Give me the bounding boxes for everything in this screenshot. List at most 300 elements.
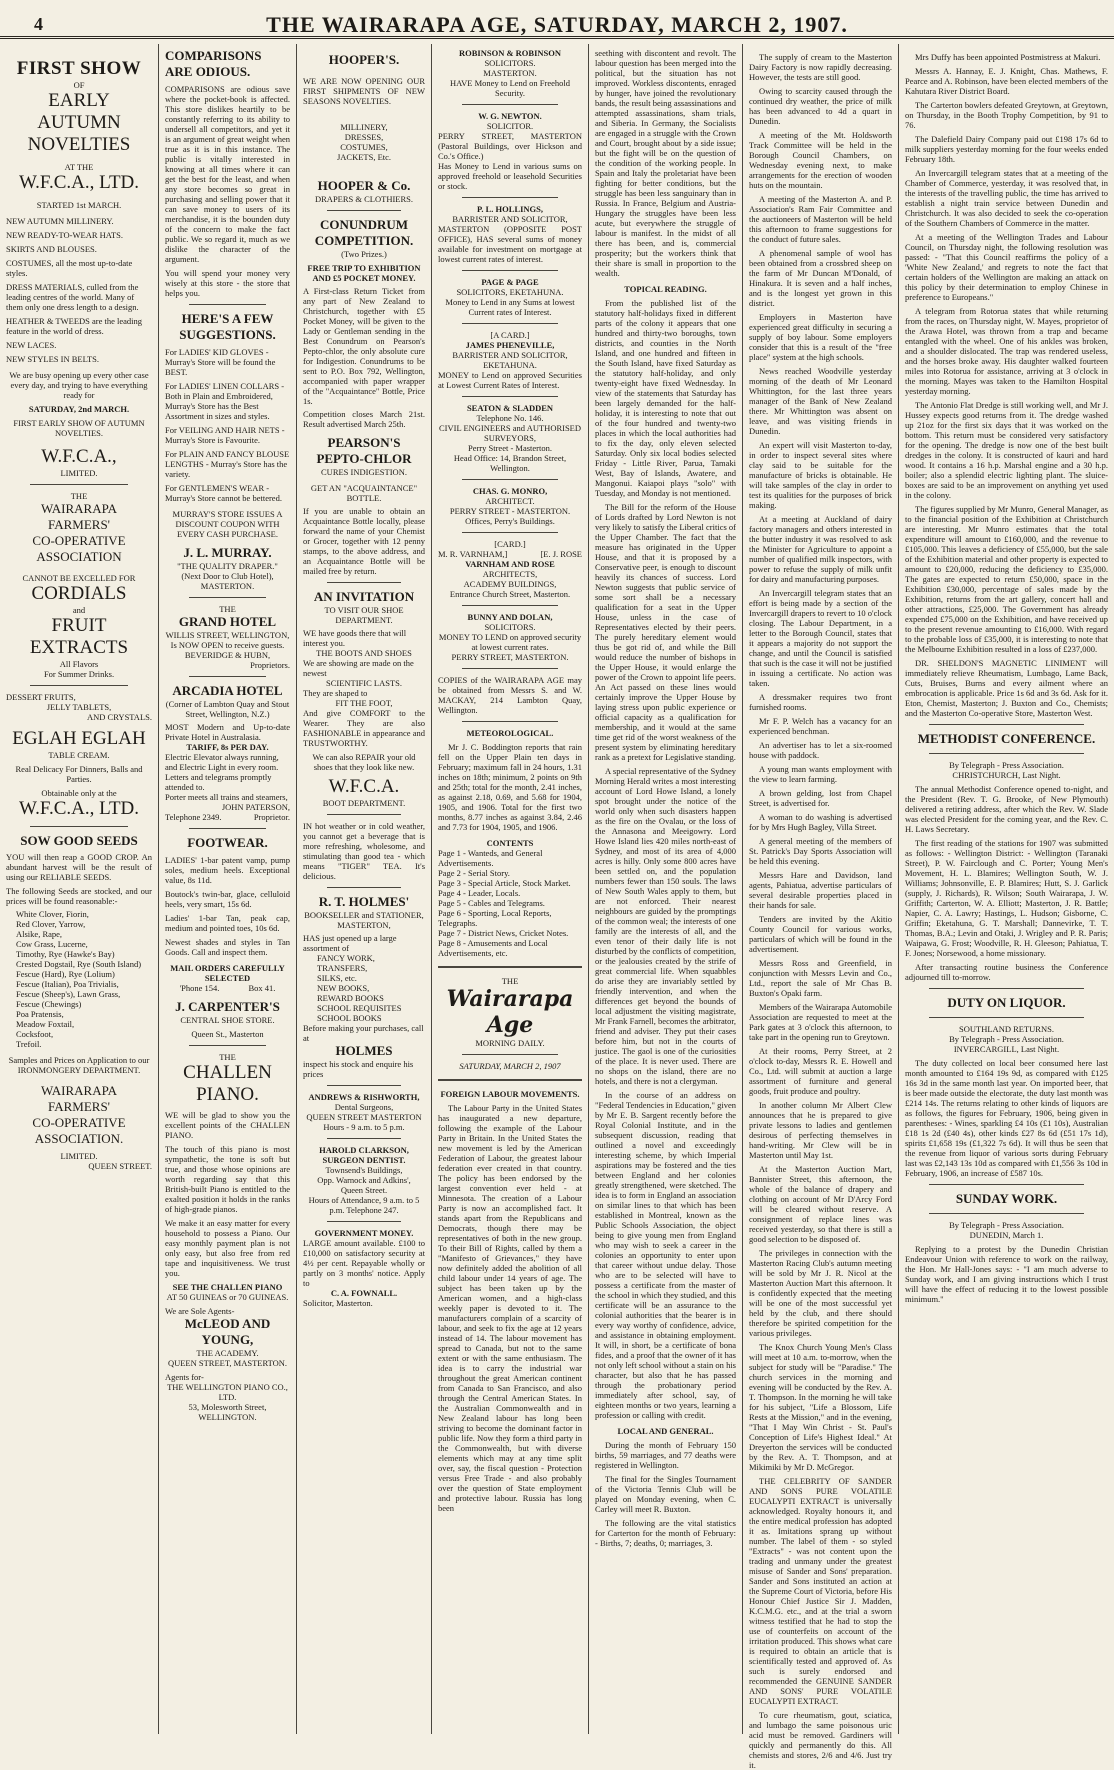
novelties-heading: NOVELTIES [27, 134, 131, 155]
topical-heading: TOPICAL READING. [624, 284, 707, 294]
list-item: For LADIES' LINEN COLLARS - Both in Plain and Embroidered, Murray's Store has the Best Assortment in sizes and styles. [165, 381, 285, 421]
architects-label: ARCHITECTS, [482, 569, 538, 579]
list-item: Trefoil. [16, 1039, 42, 1049]
showing-text: We are showing are made on the newest [303, 658, 414, 678]
civil-text: CIVIL ENGINEERS and AUTHORISED SURVEYORS, [438, 423, 582, 443]
solicitors-label: SOLICITORS, EKETAHUNA. [456, 287, 564, 297]
carpenter-heading: J. CARPENTER'S [175, 999, 280, 1014]
odious-heading: ARE ODIOUS. [165, 64, 251, 79]
willis-street: WILLIS STREET, WELLINGTON, [165, 630, 290, 640]
andrews-heading: ANDREWS & RISHWORTH, [308, 1092, 420, 1102]
news-item: Employers in Masterton have experienced great difficulty in securing a supply of boy labour. Some employers consider that this is a result of the "free place" system at the high schools. [749, 312, 892, 362]
news-item: News reached Woodville yesterday morning of the death of Mr Leonard Whittington, for the last three years manager of the Bank of New Zealand there. Mr Whittington was absent on leave, and was visiting friends in Dunedin. [749, 366, 892, 436]
news-item: An Invercargill telegram states that at a meeting of the Chamber of Commerce, yesterday, it was resolved that, in the interests of the travelling public, the time has arrived to establish a night train service between Dunedin and Christchurch. It was also decided to seek the co-operation of the Southern Chambers of Commerce in the matter. [905, 168, 1108, 228]
bookseller-label: BOOKSELLER and STATIONER, [304, 910, 424, 920]
monro-heading: CHAS. G. MONRO, [472, 486, 548, 496]
challen-text-3: We make it an easy matter for every household to possess a Piano. Our easy monthly payment plan is not only easy, but also free from red tape and inquisitiveness. We trust you. [165, 1218, 290, 1278]
hours-text: Hours of Attendance, 9 a.m. to 5 p.m. Telephone 247. [308, 1195, 420, 1215]
list-item: Fescue (Hard), Rye (Lolium) [16, 969, 115, 979]
list-item: NEW AUTUMN MILLINERY. [6, 216, 114, 226]
list-item: Fescue (Sheep's), Lawn Grass, [16, 989, 121, 999]
list-item: SILKS, etc. [317, 973, 357, 983]
list-item: Page 5 - Cables and Telegrams. [438, 898, 545, 908]
the-label: THE [219, 604, 236, 614]
invitation-heading: AN INVITATION [313, 589, 415, 604]
news-item: Owing to scarcity caused through the continued dry weather, the price of milk has been advanced to 4d a quart in Dunedin. [749, 86, 892, 126]
southland-label: SOUTHLAND RETURNS. [959, 1024, 1054, 1034]
robinson-heading: ROBINSON & ROBINSON [458, 48, 562, 58]
vanham-heading: VARNHAM AND ROSE [465, 559, 555, 569]
arcadia-heading: ARCADIA HOTEL [172, 683, 283, 698]
wfca-heading: W.F.C.A. [328, 776, 400, 797]
repair-text: We can also REPAIR your old shoes that they look like new. [312, 752, 416, 772]
masthead-title: THE WAIRARAPA AGE, SATURDAY, MARCH 2, 1907. [266, 12, 848, 37]
perry-text: Perry Street - Masterton. [467, 443, 553, 453]
arcadia-text: MOST Modern and Up-to-date Private Hotel in Australasia. [165, 722, 290, 742]
list-item: Crested Dogstail, Rye (South Island) [16, 959, 142, 969]
wfca-heading: W.F.C.A., LTD. [18, 172, 140, 193]
holmes-list [317, 953, 425, 1023]
barrister-label: BARRISTER AND SOLICITOR, [452, 214, 568, 224]
money-lend-text: MONEY to Lend on approved Securities at Lowest Current Rates of Interest. [438, 370, 582, 390]
porter-text: Porter meets all trains and steamers, [165, 792, 288, 802]
list-item: Timothy, Rye (Hawke's Bay) [16, 949, 115, 959]
news-item: A general meeting of the members of St. Patrick's Day Sports Association will be held this evening. [749, 836, 892, 866]
tennis-text: The final for the Singles Tournament of the Victoria Tennis Club will be played on Monday evening, when C. Carley will meet R. Buxton. [595, 1474, 736, 1514]
hoopers-list [303, 122, 425, 162]
column-5 [589, 44, 742, 1734]
offices-text: Offices, Perry's Buildings. [465, 516, 555, 526]
comfort-text: And give COMFORT to the Wearer. They are also FASHIONABLE in appearance and TRUSTWORTHY. [303, 708, 425, 748]
news-item: Mrs Duffy has been appointed Postmistress at Makuri. [915, 52, 1101, 62]
masterton-label: MASTERTON, [337, 920, 391, 930]
column-2 [159, 44, 296, 1734]
acquaintance-text: If you are unable to obtain an Acquaintance Bottle locally, please forward the name of your Chemist or Grocer, together with 12 penny stamps, to the above address, and an Acquaintance Bottle will be mailed free by return. [303, 506, 425, 576]
piano-heading: PIANO. [196, 1084, 259, 1105]
news-item: At their rooms, Perry Street, at 2 o'clock to-day, Messrs R. E. Howell and Co., Ltd. will submit at auction a large assortment of furniture and general goods, fruit produce and poultry. [749, 1046, 892, 1096]
summer-text: For Summer Drinks. [43, 669, 115, 679]
guineas-text: AT 50 GUINEAS or 70 GUINEAS. [166, 1292, 289, 1302]
foreign-labour-heading: FOREIGN LABOUR MOVEMENTS. [440, 1089, 580, 1099]
meteorological-heading: METEOROLOGICAL. [466, 728, 554, 738]
arcadia-address: (Corner of Lambton Quay and Stout Street, Wellington, N.Z.) [165, 699, 290, 719]
coop-heading: CO-OPERATIVE [32, 533, 126, 548]
news-item: Messrs Hare and Davidson, land agents, Pahiatua, advertise particulars of several desirable properties placed in their hands for sale. [749, 870, 892, 910]
list-item: Page 7 - District News, Cricket Notes. [438, 928, 569, 938]
the-label: THE [501, 976, 519, 986]
academy-label: THE ACADEMY. [196, 1348, 259, 1358]
list-item: For GENTLEMEN'S WEAR - Murray's Store cannot be bettered. [165, 483, 282, 503]
murray-issues-text: MURRAY'S STORE ISSUES A DISCOUNT COUPON WITH EVERY CASH PURCHASE. [172, 509, 283, 539]
news-item: The Dalefield Dairy Company paid out £198 17s 6d to milk suppliers yesterday morning for the four weeks ended February 18th. [905, 134, 1108, 164]
challen-heading: CHALLEN [183, 1062, 272, 1083]
list-item: DRESSES, [344, 132, 384, 142]
solicitors-label: SOLICITORS. [484, 58, 536, 68]
education-text: In the course of an address on "Federal Tendencies in Education," given by Mr E. B. Sargent recently before the Royal Colonial Institute, and in the subsequent discussion, reading that outlined a novel and exceedingly interesting scheme, by which Imperial aspirations may be fostered and the ties between England and her colonies greatly strengthened, were sketched. The idea is to form in England an association on similar lines to that which has been established in Montreal, known as the Public Schools Association, the object being to give young men from England who may wish to seek a career in the colonies an opportunity to enter upon that career without undue delay. Those who are to be selected will have to possess a certificate from the master of the school in which they studied, and this certificate will be an assurance to the colonial authorities that the bearer is in every way worthy of confidence, advice, and assistance in obtaining employment. It will, in short, be a certificate of bona fides, and a proof that the owner of it has not only left school without a stain on his character, but also that he has passed through the probationary period immediately after school, say, of eighteen months or two years, learning a profession or calling with credit. [595, 1090, 736, 1420]
invitation-text: WE have goods there that will interest you. [303, 628, 407, 648]
list-item: Page 1 - Wanteds, and General Advertisements. [438, 848, 543, 868]
list-item: For LADIES' KID GLOVES - Murray's Store will be found the BEST. [165, 347, 276, 377]
list-item: For PLAIN AND FANCY BLOUSE LENGTHS - Murray's Store has the variety. [165, 449, 290, 479]
list-item: Cow Grass, Lucerne, [16, 939, 88, 949]
holmes-heading: HOLMES [335, 1043, 393, 1058]
perry-text: PERRY STREET, MASTERTON (Pastoral Buildings, over Hickson and Co.'s Office.) [438, 131, 582, 161]
at-the-label: AT THE [64, 162, 94, 172]
association-heading: ASSOCIATION [36, 549, 122, 564]
list-item: Fescue (Italian), Poa Trivialis, [16, 979, 119, 989]
has-money-text: Has Money to Lend in various sums on approved freehold or leasehold Securities or stock. [438, 161, 582, 191]
entrance-text: Entrance Church Street, Masterton. [449, 589, 571, 599]
vanham-left: M. R. VARNHAM,] [438, 549, 508, 559]
news-item: A young man wants employment with the view to learn farming. [749, 764, 892, 784]
list-item: Page 2 - Serial Story. [438, 868, 510, 878]
eglah-heading: EGLAH EGLAH [12, 728, 146, 749]
list-item: Poa Pratensis, [16, 1009, 64, 1019]
column-4 [432, 44, 588, 1734]
townsend-text: Townsend's Buildings, [325, 1165, 403, 1175]
by-telegraph: By Telegraph - Press Association. [949, 1034, 1064, 1044]
by-telegraph: By Telegraph - Press Association. [949, 760, 1064, 770]
see-challen: SEE THE CHALLEN PIANO [172, 1282, 283, 1292]
autumn-heading: AUTUMN [37, 112, 121, 133]
news-item: Tenders are invited by the Akitio County Council for various works, particulars of which will be found in the advertisement. [749, 914, 892, 954]
news-item: A meeting of the Masterton A. and P. Association's Ram Fair Committee and the auctioneers of Masterton will be held this afternoon to frame suggestions for the conduct of future sales. [749, 194, 892, 244]
list-item: SKIRTS AND BLOUSES. [6, 244, 97, 254]
masterton-label: MASTERTON. [483, 68, 537, 78]
list-item: White Clover, Fiorin, [16, 909, 89, 919]
local-text: During the month of February 150 births, 59 marriages, and 77 deaths were registered in Wellington. [595, 1440, 736, 1470]
local-general-heading: LOCAL AND GENERAL. [617, 1426, 714, 1436]
news-item: The figures supplied by Mr Munro, General Manager, as to the financial position of the Exhibition at Christchurch are interesting. Mr Munro estimates that the total expenditure will amount to £160,000, and the revenue to £105,000. This leaves a deficiency of £55,000, but the sale of the Exhibition material and other property is expected to amount to £20,000, reducing the deficiency to £35,000. The gates are expected to return £50,000, space in the Exhibition £30,000, percentage of sales made by the Exhibition, returns from the art gallery, concert hall and other attractions, £25,000. The Government has already expended £75,000 on the Exhibition, and have received up to the present revenue amounting to £16,000. With regard to the probable loss of £35,000, it is interesting to note that the Melbourne Exhibition resulted in a loss of £237,000. [905, 504, 1108, 654]
news-item: A phenomenal sample of wool has been obtained from a crossbred sheep on the farm of Mr Duncan M'Donald, of Hinakura. It is seven and a half inches, and is the longest yet grown in this district. [749, 248, 892, 308]
sole-agents: We are Sole Agents- [165, 1306, 235, 1316]
jelly-text: JELLY TABLETS, [46, 702, 112, 712]
hollings-heading: P. L. HOLLINGS, [476, 204, 544, 214]
list-item: HEATHER & TWEEDS are the leading feature in the world of dress. [6, 316, 143, 336]
have-money-text: HAVE Money to Lend on Freehold Security. [449, 78, 570, 98]
limited-label: LIMITED. [60, 1151, 98, 1161]
list-item: SCHOOL REQUISITES [317, 1003, 402, 1013]
news-item: DR. SHELDON'S MAGNETIC LINIMENT will immediately relieve Rheumatism, Lumbago, Lame Back, Cuts, Bruises, Burns and every ailment where an embrocation is applicable. Price 1s 6d and 3s 6d. Ask for it. Eton, Chemist, Masterton; J. Buxton and Co., Chemists; and the Masterton Co-operative Store, Masterton West. [905, 658, 1108, 718]
dental-label: Dental Surgeons, [334, 1102, 394, 1112]
grand-hotel-heading: GRAND HOTEL [178, 614, 277, 629]
queen-street-label: QUEEN STREET. [88, 1161, 152, 1171]
news-item: Messrs Ross and Greenfield, in conjunction with Messrs Levin and Co., Ltd., report the sale of Mr Chas B. Buxton's Opaki farm. [749, 958, 892, 998]
money-text: MONEY TO LEND on approved security at lowest current rates. [438, 632, 582, 652]
comparisons-text-2: You will spend your money very wisely at this store - the store that helps you. [165, 268, 290, 298]
cordials-heading: CORDIALS [31, 583, 127, 604]
list-item: Red Clover, Yarrow, [16, 919, 86, 929]
queen-street-label: Queen St., Masterton [191, 1029, 264, 1039]
news-item: THE CELEBRITY OF SANDER AND SONS PURE VOLATILE EUCALYPTI EXTRACT is universally acknowledged. Royalty honours it, and the entire medical profession has adopted it as. Imitations sprang up without number. The label of them - so styled "Extracts" - was not content upon the trading and unmany under the greatest misuse of Sander and Sons' preparation. Sander and Sons instituted an action at the Supreme Court of Victoria, before His Honour Chief Justice Sir J. Madden, K.C.M.G. etc., and at the trial a sworn witness testified that he had to stop the use of counterfeits on account of the irritation produced. This shows what care is required to obtain an article that is scientifically tested and approved of. As such is surely endorsed and recommended the GENUINE SANDER AND SONS' PURE VOLATILE EUCALYPTI EXTRACT. [749, 1476, 892, 1706]
harold-heading: HAROLD CLARKSON, SURGEON DENTIST. [319, 1145, 409, 1165]
telephone-text: Telephone 2349. [165, 812, 222, 822]
bunny-heading: BUNNY AND DOLAN, [467, 612, 553, 622]
sow-good-seeds-heading: SOW GOOD SEEDS [20, 833, 138, 848]
samples-text: Samples and Prices on Application to our IRONMONGERY DEPARTMENT. [8, 1055, 150, 1075]
intro-text: We are busy opening up every other case every day, and trying to have everything ready for [9, 370, 149, 400]
phone-box-line [165, 983, 290, 993]
news-item: The Carterton bowlers defeated Greytown, at Greytown, on Thursday, in the Booth Trophy Competition, by 91 to 76. [905, 100, 1108, 130]
after-text: After transacting routine business the Conference adjourned till to-morrow. [905, 962, 1108, 982]
flavors-text: All Flavors [59, 659, 99, 669]
by-telegraph: By Telegraph - Press Association. [949, 1220, 1064, 1230]
news-item: The privileges in connection with the Masterton Racing Club's autumn meeting will be sold by Mr J. R. Nicol at the Masterton Auction Mart this afternoon. It is confidently expected that the meeting will be one of the most successful yet held by the club, and there should therefore be spirited competition for the various privileges. [749, 1248, 892, 1338]
cannot-text: CANNOT BE EXCELLED FOR [22, 573, 136, 583]
list-item: COSTUMES, [340, 142, 388, 152]
first-early-text: FIRST EARLY SHOW OF AUTUMN NOVELTIES. [13, 418, 145, 438]
page-heading: PAGE & PAGE [481, 277, 539, 287]
meteorological-text: Mr J. C. Boddington reports that rain fell on the Upper Plain ten days in February; maximum fall in 24 hours, 1.31 inches on 18th; minimum, 2 points on 9th and 25th; total for the month, 2.41 inches, as against 2.18, 0.69, and 5.68 for 1904, 1905, and 1906. Total for the first two months, 8.77 inches as against 3.84, 2.46 and 7.73 for 1904, 1905, and 1906. [438, 742, 582, 832]
list-item: JACKETS, Etc. [336, 152, 392, 162]
govt-money-text: LARGE amount available. £100 to £10,000 on satisfactory security at 4½ per cent. Repayable wholly or partly on 3 months' notice. Apply to [303, 1238, 425, 1288]
contents-heading: CONTENTS [486, 838, 534, 848]
news-item: An expert will visit Masterton to-day, in order to inspect several sites where clay said to be suitable for the manufacture of bricks is obtainable. He will take samples of the clay in order to test its qualities for the purposes of brick making. [749, 440, 892, 510]
list-item: For VEILING AND HAIR NETS - Murray's Store is Favourite. [165, 425, 285, 445]
comparisons-heading: COMPARISONS [165, 48, 262, 63]
list-item: Cocksfoot, [16, 1029, 54, 1039]
boots-shoes: THE BOOTS AND SHOES [316, 648, 412, 658]
list-item: Meadow Foxtail, [16, 1019, 75, 1029]
invitation-sub: TO VISIT OUR SHOE DEPARTMENT. [324, 605, 404, 625]
dateline: INVERCARGILL, Last Night. [953, 1044, 1060, 1054]
list-item: COSTUMES, all the most up-to-date styles. [6, 258, 133, 278]
foreign-labour-continued: seething with discontent and revolt. The labour question has been merged into the political, but the situation has not improved. Workless discontents, enraged by hunger, have joined the revolutionary bands, the result being assassinations and attempted assassinations, sham trials, and Siberia. In Germany, the Socialists are engaged in a struggle with the Crown and Court, brought about by a side issue; but the fight will be on the question of the condition of the working people. In Spain and Italy the proletariat have been fighting for better conditions, but the struggle has been less sanguinary than in Russia. In France, Belgium and Austria-Hungary the struggles have been less acute, but everywhere the struggle of labour is manifest. In the midst of all there has been, and is, commercial prosperity; but the workers think that their share is small in proportion to the wealth. [595, 48, 736, 278]
fit-the-foot: FIT THE FOOT, [335, 698, 393, 708]
wellington-piano: THE WELLINGTON PIANO CO., LTD. [167, 1382, 288, 1402]
news-item: A telegram from Rotorua states that while returning from the races, on Thursday night, W. Mayes, proprietor of the Arawa Hotel, was thrown from a trap and became entangled with the wheel. One of his ankles was broken, and a shoulder dislocated. The trap was rendered useless, and the horses broke away. His daughter walked fourteen miles into Rotorua for assistance, arriving at 3 o'clock in the morning. Mayes was taken to the Hamilton Hospital yesterday morning. [905, 306, 1108, 396]
seeds-intro: The following Seeds are stocked, and our prices will be found reasonable:- [6, 886, 152, 906]
wairarapa-heading: WAIRARAPA [40, 501, 118, 516]
vanham-line [438, 549, 582, 559]
eketahuna-label: EKETAHUNA. [483, 360, 537, 370]
next-door-text: (Next Door to Club Hotel), [181, 571, 274, 581]
conundrum-text: A First-class Return Ticket from any part of New Zealand to Christchurch, together with £5 Pocket Money, will be given to the Lady or Gentleman sending in the Best Conundrum on Pearson's Pepto-chlor, the only absolute cure for Indigestion. Conundrums to be sent to P.O. Box 792, Wellington, accompanied with paper wrapper of the "Acquaintance" Bottle, Price 1s. [303, 286, 425, 406]
list-item: SCHOOL BOOKS [317, 1013, 382, 1023]
barrister-label: BARRISTER AND SOLICITOR, [452, 350, 568, 360]
wairarapa-heading: WAIRARAPA [40, 1083, 118, 1098]
news-item: The supply of cream to the Masterton Dairy Factory is now rapidly decreasing. However, the tests are still good. [749, 52, 892, 82]
wfca-ltd-heading: W.F.C.A., LTD. [18, 798, 140, 819]
sydney-text: A special representative of the Sydney Morning Herald writes a most interesting account of Lord Howe Island, a lonely spot brought under the notice of the world only when such disasters happen as the fire on the Ovalau, or the loss of the Annasona and Meeigowry. Lord Howe Island lies 420 miles north-east of Sydney, and most of its area of 4,000 acres is hilly. Only some 800 acres have been settled on, and the population numbers fewer than 150 souls. The laws of New South Wales apply to them, but are not enforced. Their nearest neighbours are guided by the promptings of the common weal; the interests of one family are the interests of all, and the even tenor of their daily life is not disturbed by the conflicts of competition, or the jealousies created by the strife of great commercial life. When squabbles do arise they are invariably settled by friendly intervention, and when the differences get beyond the bounds of local adjustment the visiting magistrate, Mr Frank Farnell, becomes the arbitrator, friend and adviser. They put their cases before him, but not in the courts of justice. The gaol is one of the curiosities of the place. It is never used. There are no shops on the island, there are no hotels, and there is not a clergyman. [595, 766, 736, 1086]
column-7 [899, 44, 1114, 1734]
sunday-text: Replying to a protest by the Dunedin Christian Endeavour Union with reference to work on the railway, the Hon. Mr Hall-Jones says: - "I am much adverse to Sunday work, and I am giving instructions which I trust will have the effect of reducing it to the lowest possible minimum." [905, 1244, 1108, 1304]
saturday-label: SATURDAY, 2nd MARCH. [28, 404, 130, 414]
perry-text: PERRY STREET - MASTERTON. [449, 506, 571, 516]
delicacy-text: Real Delicacy For Dinners, Balls and Parties. [15, 764, 143, 784]
footwear-heading: FOOTWEAR. [187, 835, 268, 850]
inspect-text: inspect his stock and enquire his prices [303, 1059, 414, 1079]
boot-dept: BOOT DEPARTMENT. [322, 798, 406, 808]
suggestions-heading-2: SUGGESTIONS. [179, 327, 276, 342]
comp-closes: Competition closes March 21st. Result advertised March 25th. [303, 409, 425, 429]
mail-orders-text: MAIL ORDERS CAREFULLY SELECTED [170, 963, 285, 983]
list-item: Alsike, Rape, [16, 929, 63, 939]
wairarapa-age-masthead: Wairarapa Age [446, 986, 574, 1038]
pearsons-heading: PEARSON'S [327, 435, 401, 450]
perry-text: PERRY STREET, MASTERTON. [451, 652, 569, 662]
phone-text: 'Phone 154. [179, 983, 220, 993]
list-item: TRANSFERS, [317, 963, 368, 973]
novelty-list [6, 216, 152, 364]
list-item: REWARD BOOKS [317, 993, 384, 1003]
tiger-tea-text: IN hot weather or in cold weather, you cannot get a beverage that is more refreshing, wholesome, and stimulating than good tea - which means "TIGER" TEA. It's delicious. [303, 821, 425, 881]
queen-street-label: QUEEN STREET, MASTERTON. [167, 1358, 288, 1368]
morning-daily: MORNING DAILY. [475, 1038, 545, 1048]
footwear-item: LADIES' 1-bar patent vamp, pump soles, medium heels. Exceptional value, 8s 11d. [165, 855, 290, 885]
telephone-text: Telephone No. 146. [476, 413, 544, 423]
drapers-label: DRAPERS & CLOTHIERS. [315, 194, 413, 204]
telephone-line [165, 812, 290, 822]
lords-text: The Bill for the reform of the House of Lords drafted by Lord Newton is not very likely to satisfy the Liberal critics of the Upper Chamber. The fact that the measure has originated in the Upper House, and that it is proposed by a Conservative peer, is enough to discount heavily its chances of success. Lord Newton suggests that public service of some sort shall be a necessary qualification for a seat in the Upper House, unless in the case of Representatives elected by their peers. The purely hereditary element would thus be got rid of, and while the Bill would reduce the number of bishops in the Upper House, it would enlarge the power of the Crown to appoint life peers. An Act passed on these lines would certainly improve the Upper House by laying stress upon public experience or official capacity as a qualification for membership, and it would at the same time get rid of the worst weakness of the present system by eliminating hereditary rank as a pretext for Legislative standing. [595, 502, 736, 762]
scientific-lasts: SCIENTIFIC LASTS. [325, 678, 403, 688]
two-prizes: (Two Prizes.) [341, 249, 387, 259]
copies-text: COPIES of the WAIRARAPA AGE may be obtained from Messrs S. and W. MACKAY, 214 Lambton Quay, Wellington. [438, 675, 582, 715]
free-trip: FREE TRIP TO EXHIBITION AND £5 POCKET MONEY. [307, 263, 421, 283]
news-item: A dressmaker requires two front furnished rooms. [749, 692, 892, 712]
conference-text: The annual Methodist Conference opened to-night, and the President (Rev. T. G. Brooke, of New Plymouth) delivered a retiring address, after which the Rev. W. Slade was elected President for the coming year, and the Rev. C. H. Laws Secretary. [905, 784, 1108, 834]
list-item: MILLINERY, [340, 122, 388, 132]
seaton-heading: SEATON & SLADDEN [466, 403, 554, 413]
news-item: An advertiser has to let a six-roomed house with paddock. [749, 740, 892, 760]
they-are-text: They are shaped to [303, 688, 368, 698]
suggestions-heading: HERE'S A FEW [181, 311, 274, 326]
wfca-logo-text: W.F.C.A., [41, 446, 117, 467]
news-item: The Antonio Flat Dredge is still working well, and Mr J. Hussey expects good returns from it. The dredge washed up 21oz for the first six days that it was worked on the bottom. This return must be considered very satisfactory for the opening. The dredge is now one of the best built dredges in the colony. It is constructed of kauri and hard wood. It contains a 16 h.p. Marshal engine and a 30 h.p. boiler; also a splendid electric lighting plant. The sluice-boxes are said to be an improvement on anything yet used in the colony. [905, 400, 1108, 500]
farmers-heading: FARMERS' [47, 1099, 111, 1114]
proprietors-label: Proprietors. [250, 660, 290, 670]
pepto-heading: PEPTO-CHLOR [316, 451, 412, 466]
hollings-address: MASTERTON (OPPOSITE POST OFFICE), HAS several sums of money available for investment on mortgage at lowest current rates of interest. [438, 224, 582, 264]
solicitor-label: SOLICITOR. [486, 121, 534, 131]
and-label: and [72, 605, 86, 615]
the-label: THE [70, 491, 88, 501]
early-heading: EARLY [48, 90, 110, 111]
dateline: CHRISTCHURCH, Last Night. [952, 770, 1061, 780]
fruit-extracts-heading: FRUIT EXTRACTS [29, 615, 129, 658]
architect-label: ARCHITECT. [485, 496, 535, 506]
solicitor-label: Solicitor, Masterton. [303, 1298, 373, 1308]
box-text: Box 41. [248, 983, 276, 993]
dessert-text: DESSERT FRUITS, [6, 692, 76, 702]
news-item: At the Masterton Auction Mart, Bannister Street, this afternoon, the whole of the balance of drapery and clothing on account of Mr D'Arcy Ford will be cleared without reserve. A consignment of replace lines was received yesterday, so that there is still a good selection to be disposed of. [749, 1164, 892, 1244]
central-shoe-store: CENTRAL SHOE STORE. [180, 1015, 275, 1025]
open-text: Is NOW OPEN to receive guests. [170, 640, 285, 650]
news-item: Mr F. P. Welch has a vacancy for an experienced benchman. [749, 716, 892, 736]
fownall-name: C. A. FOWNALL. [330, 1288, 398, 1298]
quality-draper: "THE QUALITY DRAPER." [177, 561, 278, 571]
stations-text: The first reading of the stations for 1907 was submitted as follows: - Wellington District: - Wellington (Taranaki Street), P. W. Fairclough and C. Porter; Young Men's Movement, H. L. Blamires; Wellington South, W. J. Williams; Johnsonville, E. P. Blamires; Hutt, S. J. Garlick (supply, J. Richards), R. Wilson; South Wairarapa, J. W. Griffith; Carterton, W. A. Elliott; Masterton, J. R. Battle; Napier, C. A. Lawry; Hastings, L. Hudson; Gisborne, C. Griffin; Eketahuna, G. T. Marshall; Dannevirke, T. T. Thomas, B.A.; Levin and Otaki, J. Wrigley and P. R. Paris; Waipawa, G. Frost; Woodville, R. H. Gleeson; Pahiatua, T. F. Jones; Norsewood, a home missionary. [905, 838, 1108, 958]
seeds-list [16, 909, 152, 1049]
news-item: At a meeting at Auckland of dairy factory managers and others interested in the butter industry it was resolved to ask the Minister for Agriculture to appoint a number of qualified milk inspectors, with power to refuse the supply of milk unfit for dairy and manufacturing purposes. [749, 514, 892, 584]
govt-money-heading: GOVERNMENT MONEY. [314, 1228, 414, 1238]
john-paterson: JOHN PATERSON, [221, 802, 290, 812]
list-item: Page 8 - Amusements and Local Advertisements, etc. [438, 938, 548, 958]
sunday-heading: SUNDAY WORK. [955, 1191, 1058, 1206]
news-item: An Invercargill telegram states that an effort is being made by a section of the Invercargill drapers to revert to 10 o'clock closing. The Labour Department, in a letter to the Borough Council, states that it appears a majority do not support the change, and until the Council is satisfied that such is the case it will not be justified in issuing a certificate. No action was taken. [749, 588, 892, 688]
news-item: A brown gelding, lost from Chapel Street, is advertised for. [749, 788, 892, 808]
before-text: Before making your purchases, call at [303, 1023, 424, 1043]
molesworth-text: 53, Molesworth Street, [188, 1402, 267, 1412]
masterton-label: MASTERTON. [200, 581, 255, 591]
comparisons-text: COMPARISONS are odious save where the pocket-book is affected. This store dislikes heartily to be constantly referring to its ability to undersell all competitors, and yet it is an argument of great weight when true as it is in this instance. The public is vitally interested in knowing at all times where it can get the best for the least, and when any store becomes so great in purchasing and selling power that it can save money to users of its merchandise, it is the bounden duty of the concern to make the fact public. We so regard it, much as we dislike the character of the argument. [165, 84, 290, 264]
list-item: NEW STYLES IN BELTS. [6, 354, 100, 364]
date-line: SATURDAY, MARCH 2, 1907 [459, 1061, 561, 1071]
cures-label: CURES INDIGESTION. [321, 467, 407, 477]
association-heading: ASSOCIATION. [34, 1131, 124, 1146]
letters-text: Letters and telegrams promptly attended to. [165, 772, 272, 792]
footwear-item: Ladies' 1-bar Tan, peak cap, medium and pointed toes, 10s 6d. [165, 913, 290, 933]
conundrum-heading: CONUNDRUM [319, 217, 409, 232]
challen-text-2: The touch of this piano is most sympathetic, the tone is soft but true, and those whose opinions are worth regarding say that this British-built Piano is entitled to the exalted position it holds in the ranks of high-grade pianos. [165, 1144, 290, 1214]
masthead [0, 6, 1114, 39]
academy-buildings: ACADEMY BUILDINGS, [463, 579, 557, 589]
list-item: Page 3 - Special Article, Stock Market. [438, 878, 571, 888]
the-label: THE [219, 1052, 236, 1062]
news-item: In another column Mr Albert Clew announces that he is prepared to give private lessons to ladies and gentlemen desirous of perfecting themselves in hand-writing. Mr Clew will be in Masterton until May 1st. [749, 1100, 892, 1160]
has-text: HAS just opened up a large assortment of [303, 933, 397, 953]
pheneville-heading: JAMES PHENEVILLE, [465, 340, 555, 350]
duty-text: The duty collected on local beer consumed here last month amounted to £164 19s 9d, as compared with £125 16s 3d in the same month last year. On imported beer, that is beer made outside the electorate, the duty last month was £214 14s. The returns relating to other kinds of liquors are as follows, the figures for February, 1906, being given in parentheses: - Wines, sparkling £4 10s (£1 10s), Australian £18 1s 2d (£40 4s), other kinds £27 8s 6d (£51 17s 1d), spirits £1,658 19s (£1,322 7s 6d). It will thus be seen that the revenue from liquor of various sorts during February last was £2,143 13s 10d as compared with £1,556 3s 10d in February, 1906, an increase of £587 10s. [905, 1058, 1108, 1178]
hooper-co-heading: HOOPER & Co. [317, 178, 411, 193]
list-item: Fescue (Chewings) [16, 999, 82, 1009]
of-label: OF [73, 80, 85, 90]
footwear-item: Newest shades and styles in Tan Goods. Call and inspect them. [165, 937, 290, 957]
list-item: Page 6 - Sporting, Local Reports, Telegraphs. [438, 908, 552, 928]
vital-text: The following are the vital statistics for Carterton for the month of February: - Births, 7; deaths, 0; marriages, 3. [595, 1518, 736, 1548]
challen-text: WE will be glad to show you the excellent points of the CHALLEN PIANO. [165, 1110, 290, 1140]
news-item: At a meeting of the Wellington Trades and Labour Council, on Thursday night, the following resolution was passed: - "That this Council reaffirms the policy of a 'White New Zealand,' and regrets to note the fact that certain holders of the Wellington are making an attack on this policy by their determination to employ Chinese in preference to Europeans." [905, 232, 1108, 302]
wellington-label: WELLINGTON. [198, 1412, 257, 1422]
holmes-heading: R. T. HOLMES' [318, 894, 410, 909]
list-item: NEW BOOKS, [317, 983, 370, 993]
news-item: The Knox Church Young Men's Class will meet at 10 a.m. to-morrow, when the subject for study will be "Paradise." The church services in the morning and evening will be conducted by the Rev. A. T. Thompson. In the morning he will take for his subject, "Life a Blossom, Life Rests at the Mission," and in the evening, "That I May Win Christ - St. Paul's Conception of Life's Highest Ideal." At Dreyerton the services will be conducted by the Rev. A. T. Thompson, and at Mikimiki by Mr D. McGregor. [749, 1342, 892, 1472]
column-1 [0, 44, 158, 1734]
hoopers-text: WE ARE NOW OPENING OUR FIRST SHIPMENTS OF NEW SEASONS NOVELTIES. [303, 76, 425, 106]
list-item: FANCY WORK, [317, 953, 375, 963]
news-item: To cure rheumatism, gout, sciatica, and lumbago the same poisonous uric acid must be removed. Gardiners will quickly and permanently do this. All chemists and stores, 2/6 and 4/6. Just try it. [749, 1710, 892, 1770]
obtainable-text: Obtainable only at the [41, 788, 117, 798]
news-item: Members of the Wairarapa Automobile Association are requested to meet at the Park gates at 3 o'clock this afternoon, to take part in the opening run to Greytown. [749, 1002, 892, 1042]
farmers-heading: FARMERS' [47, 517, 111, 532]
card-label: [A CARD.] [490, 330, 530, 340]
list-item: NEW LACES. [6, 340, 57, 350]
mcleod-heading: McLEOD AND YOUNG, [184, 1316, 271, 1347]
proprietor-text: Proprietor. [253, 812, 290, 822]
card-label: [CARD.] [494, 539, 526, 549]
competition-heading: COMPETITION. [314, 233, 414, 248]
suggestions-list [165, 347, 290, 503]
jl-murray-heading: J. L. MURRAY. [183, 545, 272, 560]
queen-street-label: Queen Street. [340, 1185, 388, 1195]
foreign-labour-text: The Labour Party in the United States has inaugurated a new departure, following the example of the Labour Party in Britain. In the United States the new movement is led by the American Federation of Labour, the greatest labour federation ever created in that country. The policy has been endorsed by the largest convention ever held - at Minnesota. The creation of a Labour Party is now an accomplished fact. It stands apart from the Republicans and Democrats, though there may be representatives of both in the new group. To their Bill of Rights, called by them a "Manifesto of Grievances," they have now definitely added the abolition of all child labour under 14 years of age. The subject has been taken up by the American women, and a high-class weekly paper is devoted to it. The manufacturers complain of a scarcity of labour, and seek to fix the age at 12 years instead of 14. The labour movement has spread to Canada, but not to the same extent or with the same enthusiasm. The idea is to carry the industrial war throughout the great American continent from Canada to San Francisco, and also through the Central American States. In the Australian Commonwealth and in New Zealand labour has long been striving to become the dominant factor in public life. Now they form a third party in the Commonwealth, but with diverse elements which may at any time split over, say, the fiscal question - Protection versus Free Trade - and also probably over the question of State employment and protective labour. Russia has long been [438, 1103, 582, 1513]
duty-heading: DUTY ON LIQUOR. [947, 995, 1066, 1010]
newton-heading: W. G. NEWTON. [478, 111, 542, 121]
hoopers-heading: HOOPER'S. [328, 52, 400, 67]
hours-text: Hours - 9 a.m. to 5 p.m. [323, 1122, 405, 1132]
head-office-text: Head Office: 14, Brandon Street, Wellington. [453, 453, 567, 473]
contents-list [438, 848, 582, 958]
vanham-right: [E. J. ROSE [540, 549, 582, 559]
topical-text: From the published list of the statutory half-holidays fixed in different parts of the colony it appears that one hundred and thirty-two boroughs, town districts, and counties in the North Island, and one hundred and fifteen in the South Island, have fixed Saturday as the statutory half-holiday, and only twenty-eight have fixed Wednesday. In view of the statements that Saturday has been largely demanded for the half-holiday, it is interesting to note that out of the four hundred and twenty-two places in which the local authorities had to fix the day, only eleven selected Saturday. Only six local bodies selected Friday - Little River, Parua, Tamaki West, Bay of Islands, Awatere, and Mangonui. Kaiapoi plays "solo" with Tuesday, and Monday is not mentioned. [595, 298, 736, 498]
methodist-heading: METHODIST CONFERENCE. [917, 731, 1096, 746]
list-item: DRESS MATERIALS, culled from the leading centres of the world. Many of them only one dress length to a design. [6, 282, 139, 312]
solicitors-label: SOLICITORS. [484, 622, 536, 632]
crystals-text: AND CRYSTALS. [87, 712, 152, 722]
table-cream-text: TABLE CREAM. [48, 750, 110, 760]
agents-label: Agents for- [165, 1372, 204, 1382]
list-item: Page 4 - Leader, Locals. [438, 888, 521, 898]
